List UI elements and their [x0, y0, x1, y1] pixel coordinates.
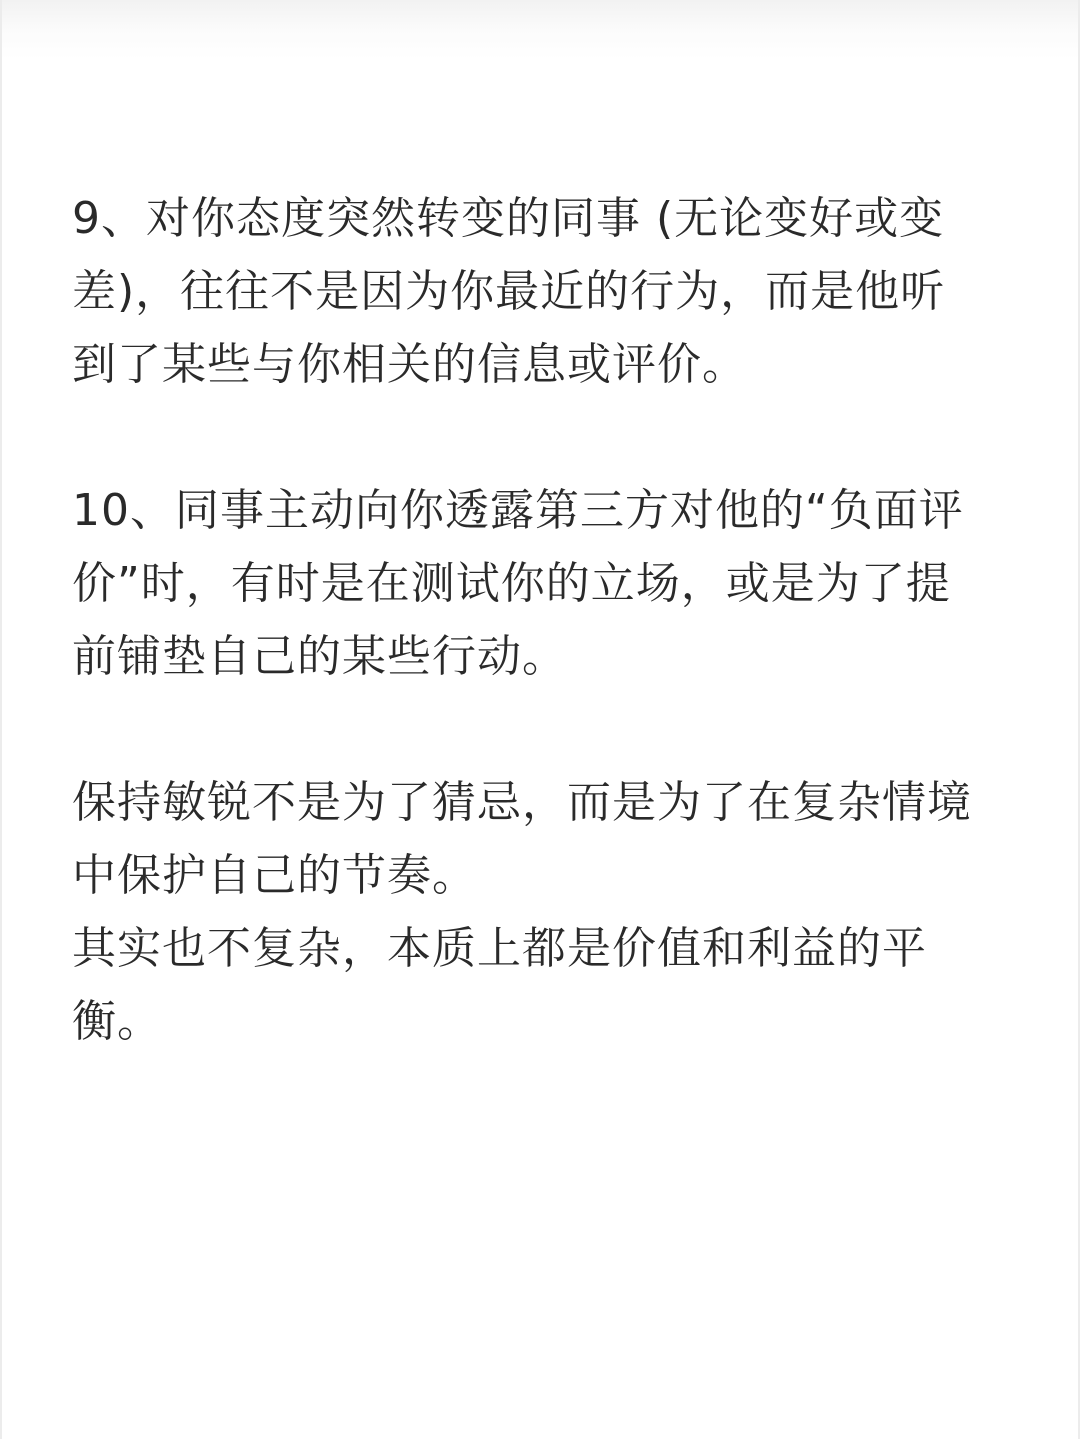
text-line: 衡。 [72, 996, 162, 1047]
paragraph-closing [72, 766, 1012, 1058]
left-border [0, 0, 2, 1439]
paragraph-item-9 [72, 182, 1012, 401]
paragraph-item-10 [72, 474, 1012, 693]
text-line: 保持敏锐不是为了猜忌，而是为了在复杂情境 [72, 777, 972, 828]
text-line: 10、同事主动向你透露第三方对他的“负面评 [72, 485, 964, 536]
text-line: 9、对你态度突然转变的同事 (无论变好或变 [72, 193, 945, 244]
text-line: 价”时，有时是在测试你的立场，或是为了提 [72, 558, 951, 609]
text-line: 其实也不复杂，本质上都是价值和利益的平 [72, 923, 927, 974]
text-line: 差)，往往不是因为你最近的行为，而是他听 [72, 266, 946, 317]
text-line: 前铺垫自己的某些行动。 [72, 631, 567, 682]
paragraph-gap [72, 401, 1012, 474]
text-line: 到了某些与你相关的信息或评价。 [72, 339, 747, 390]
article-body [72, 182, 1012, 1058]
paragraph-gap [72, 693, 1012, 766]
text-line: 中保护自己的节奏。 [72, 850, 477, 901]
top-shadow [0, 0, 1080, 60]
